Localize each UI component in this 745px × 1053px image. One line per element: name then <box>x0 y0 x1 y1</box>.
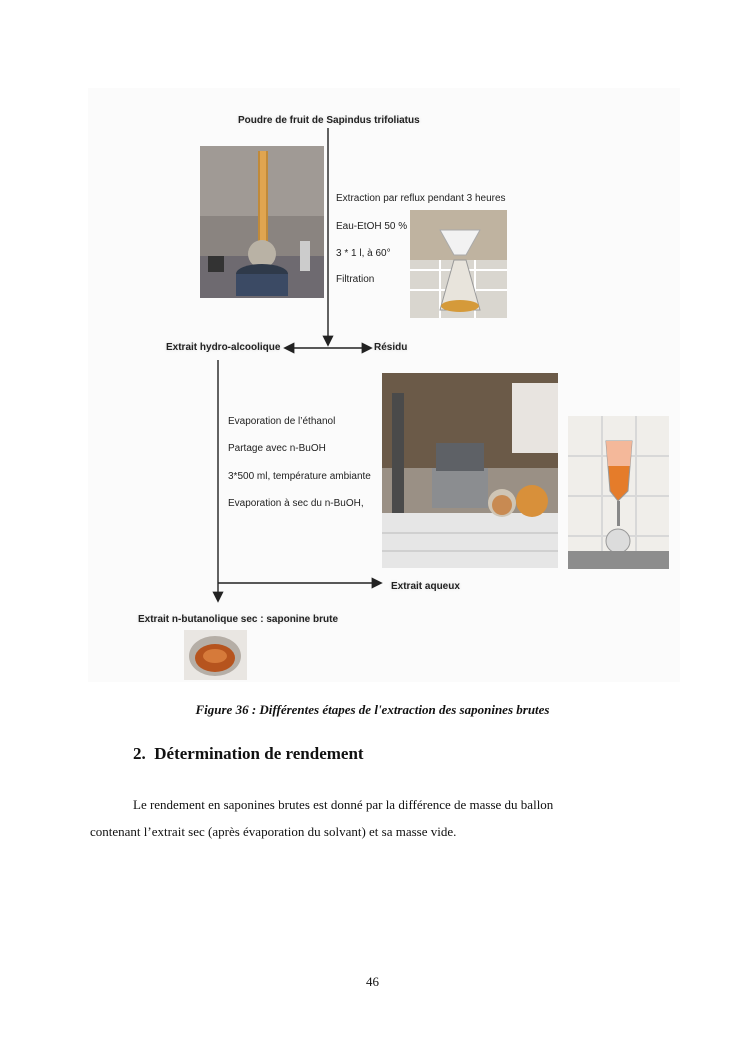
dried-extract-photo <box>184 630 247 680</box>
filtration-photo <box>410 210 507 318</box>
paragraph-line-2: contenant l’extrait sec (après évaporation du solvant) et sa masse vide. <box>90 824 457 839</box>
final-label: Extrait n-butanolique sec : saponine brute <box>138 614 339 625</box>
extraction-step-2: Eau-EtOH 50 % <box>336 221 408 232</box>
top-label: Poudre de fruit de Sapindus trifoliatus <box>238 115 420 126</box>
hydroalcoolique-label: Extrait hydro-alcoolique <box>166 342 281 353</box>
section-title: Détermination de rendement <box>154 744 364 763</box>
extraction-step-3: 3 * 1 l, à 60° <box>336 248 391 259</box>
extraction-step-4: Filtration <box>336 274 375 285</box>
rotary-evaporator-photo <box>382 373 558 568</box>
reflux-apparatus-photo <box>200 146 324 298</box>
section-number: 2. <box>133 744 146 763</box>
section-heading <box>133 744 364 764</box>
aqueux-label: Extrait aqueux <box>391 581 460 592</box>
evaporation-step-1: Evaporation de l’éthanol <box>228 416 336 427</box>
extraction-figure <box>88 88 680 682</box>
extraction-step-1: Extraction par reflux pendant 3 heures <box>336 193 506 204</box>
residu-label: Résidu <box>374 342 408 353</box>
figure-caption: Figure 36 : Différentes étapes de l'extraction des saponines brutes <box>195 702 550 717</box>
separatory-funnel-photo <box>568 416 669 569</box>
evaporation-step-3: 3*500 ml, température ambiante <box>228 471 371 482</box>
evaporation-step-2: Partage avec n-BuOH <box>228 443 326 454</box>
evaporation-step-4: Evaporation à sec du n-BuOH, <box>228 498 364 509</box>
paragraph-line-1: Le rendement en saponines brutes est donné par la différence de masse du ballon <box>133 797 554 812</box>
page-number: 46 <box>366 974 379 989</box>
